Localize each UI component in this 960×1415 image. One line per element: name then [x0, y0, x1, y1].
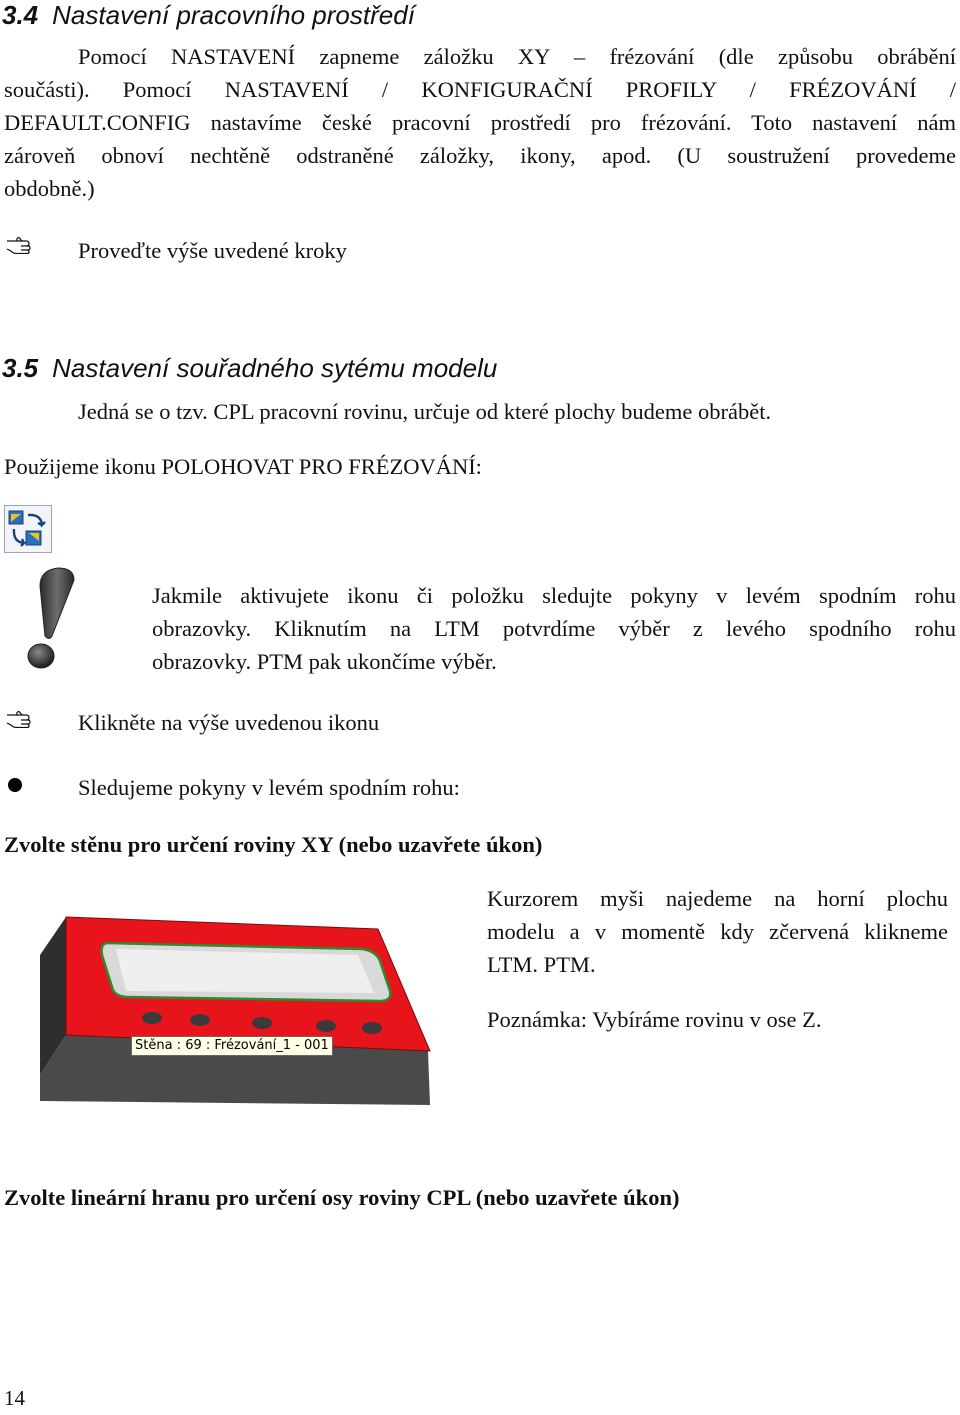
model-face-highlight-image	[30, 905, 450, 1110]
prompt-select-face: Zvolte stěnu pro určení roviny XY (nebo uzavřete úkon)	[4, 832, 543, 857]
note-text: Poznámka: Vybíráme rovinu v ose Z.	[487, 1007, 822, 1032]
prompt-select-edge: Zvolte lineární hranu pro určení osy roviny CPL (nebo uzavřete úkon)	[4, 1185, 680, 1210]
page-number: 14	[4, 1386, 25, 1410]
icon-sentence: Použijeme ikonu POLOHOVAT PRO FRÉZOVÁNÍ:	[4, 454, 482, 479]
cpl-intro: Jedná se o tzv. CPL pracovní rovinu, určuje od které plochy budeme obrábět.	[78, 399, 772, 424]
warning-line: obrazovky. PTM pak ukončíme výběr.	[152, 649, 497, 674]
position-for-milling-icon[interactable]	[4, 505, 52, 553]
paragraph-line: Pomocí NASTAVENÍ zapneme záložku XY – frézování (dle způsobu obrábění	[78, 44, 956, 69]
pointing-hand-icon	[6, 236, 36, 254]
warning-line: obrazovky. Kliknutím na LTM potvrdíme výběr z levého spodního rohu	[152, 616, 956, 641]
settings-paragraph	[4, 40, 956, 205]
section-number: 3.4	[2, 0, 39, 30]
section-heading-3-4	[2, 0, 415, 30]
side-explanation	[487, 882, 948, 981]
paragraph-line: zároveň obnoví nechtěně odstraněné záložky, ikony, apod. (U soustružení provedeme	[4, 143, 956, 168]
side-line: LTM. PTM.	[487, 952, 596, 977]
exclamation-mark-icon	[18, 566, 80, 674]
paragraph-line: součásti). Pomocí NASTAVENÍ / KONFIGURAČNÍ PROFILY / FRÉZOVÁNÍ /	[4, 77, 956, 102]
model-tooltip	[131, 1036, 333, 1056]
tooltip-text: Stěna : 69 : Frézování_1 - 001	[135, 1038, 329, 1053]
section-number: 3.5	[2, 353, 39, 383]
paragraph-line: DEFAULT.CONFIG nastavíme české pracovní prostředí pro frézování. Toto nastavení nám	[4, 110, 956, 135]
pointing-hand-icon	[6, 710, 36, 728]
paragraph-line: obdobně.)	[4, 176, 95, 201]
section-title: Nastavení souřadného sytému modelu	[52, 353, 498, 383]
side-line: modelu a v momentě kdy zčervená klikneme	[487, 919, 948, 944]
side-line: Kurzorem myši najedeme na horní plochu	[487, 886, 948, 911]
section-title: Nastavení pracovního prostředí	[52, 0, 415, 30]
bullet-dot-icon	[8, 778, 22, 792]
bullet-text: Sledujeme pokyny v levém spodním rohu:	[78, 775, 460, 800]
section-heading-3-5	[2, 353, 497, 383]
warning-line: Jakmile aktivujete ikonu či položku sledujte pokyny v levém spodním rohu	[152, 583, 956, 608]
warning-paragraph	[152, 579, 956, 678]
task-text: Klikněte na výše uvedenou ikonu	[78, 710, 380, 735]
task-text: Proveďte výše uvedené kroky	[78, 238, 347, 263]
